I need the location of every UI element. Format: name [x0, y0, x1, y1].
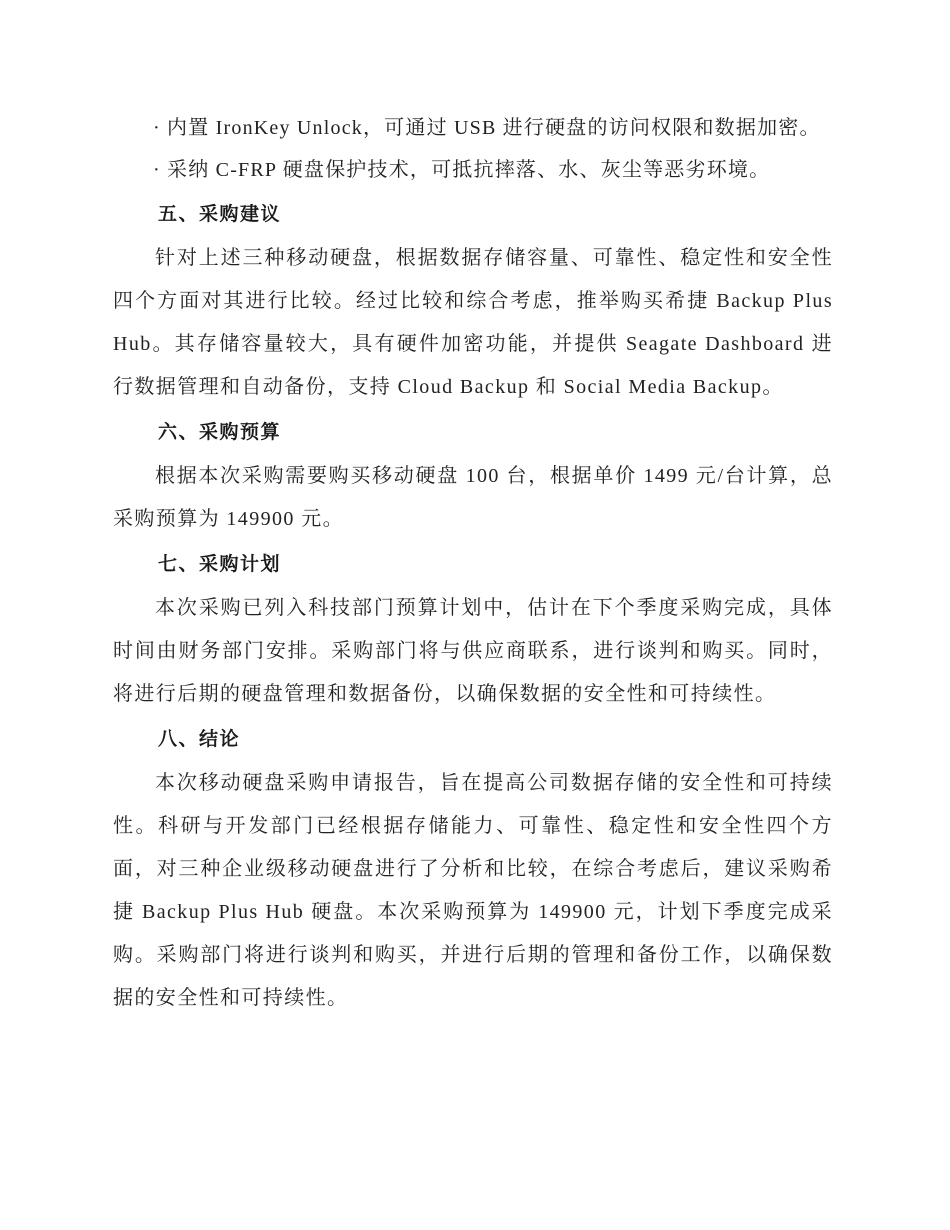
section-heading-conclusion: 八、结论 [158, 728, 241, 750]
section-body-purchase-advice: 针对上述三种移动硬盘，根据数据存储容量、可靠性、稳定性和安全性四个方面对其进行比较。经过比较和综合考虑，推举购买希捷 Backup Plus Hub。其存储容量较大，具有硬件加密功能，并提供 Seagate Dashboard 进行数据管理和自动备份，支持 Cloud Backup 和 Social Media Backup。 [113, 247, 833, 398]
feature-bullet-ironkey: · 内置 IronKey Unlock，可通过 USB 进行硬盘的访问权限和数据加密。 [153, 117, 821, 139]
section-heading-purchase-budget: 六、采购预算 [158, 421, 282, 443]
section-body-purchase-plan: 本次采购已列入科技部门预算计划中，估计在下个季度采购完成，具体时间由财务部门安排。采购部门将与供应商联系，进行谈判和购买。同时，将进行后期的硬盘管理和数据备份，以确保数据的安全性和可持续性。 [113, 597, 833, 705]
section-body-conclusion: 本次移动硬盘采购申请报告，旨在提高公司数据存储的安全性和可持续性。科研与开发部门已经根据存储能力、可靠性、稳定性和安全性四个方面，对三种企业级移动硬盘进行了分析和比较，在综合考虑后，建议采购希捷 Backup Plus Hub 硬盘。本次采购预算为 149900 元，计划下季度完成采购。采购部门将进行谈判和购买，并进行后期的管理和备份工作，以确保数据的安全性和可持续性。 [113, 772, 833, 1009]
section-body-purchase-budget: 根据本次采购需要购买移动硬盘 100 台，根据单价 1499 元/台计算，总采购预算为 149900 元。 [113, 465, 833, 530]
section-heading-purchase-plan: 七、采购计划 [158, 553, 282, 575]
document-content [113, 107, 833, 1024]
feature-bullet-cfrp: · 采纳 C-FRP 硬盘保护技术，可抵抗摔落、水、灰尘等恶劣环境。 [153, 159, 771, 181]
section-heading-purchase-advice: 五、采购建议 [158, 203, 282, 225]
